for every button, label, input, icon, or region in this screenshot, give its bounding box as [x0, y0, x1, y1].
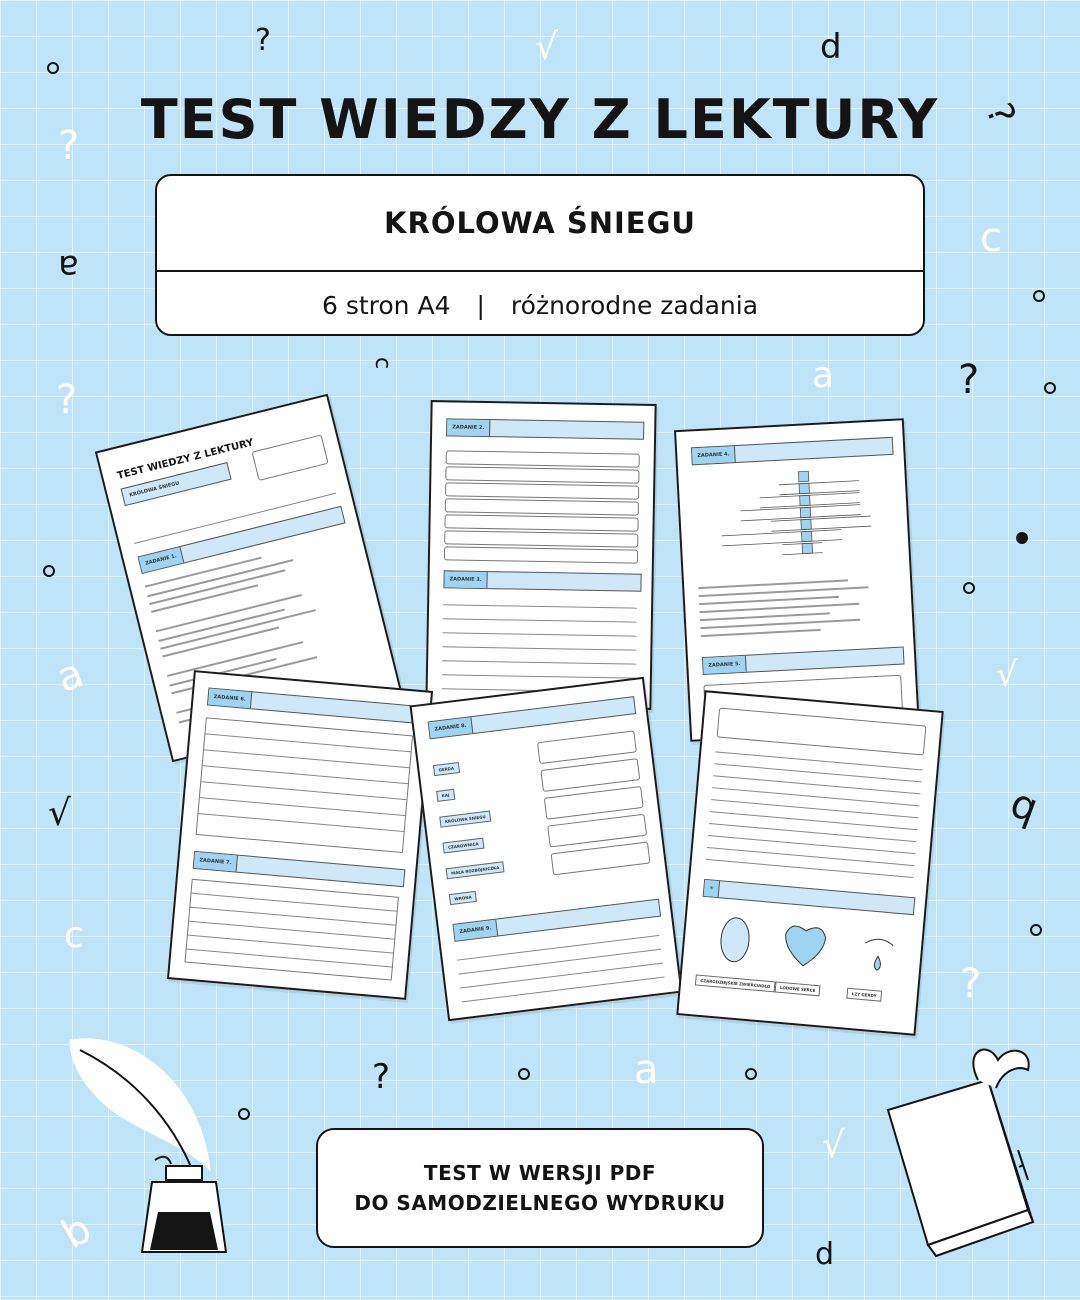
letter-a-icon: a — [58, 247, 79, 287]
question-mark-icon: ? — [977, 97, 1023, 130]
separator: | — [476, 290, 485, 320]
question-mark-icon: ? — [255, 23, 271, 58]
illustrations — [703, 907, 907, 984]
pages-info: 6 stron A4 — [321, 290, 451, 320]
book-details — [157, 272, 923, 336]
worksheet-title: TEST WIEDZY Z LEKTURY — [116, 437, 255, 482]
letter-a-icon: a — [634, 1047, 659, 1093]
circle-icon — [963, 582, 975, 594]
circle-icon — [47, 62, 59, 74]
question-mark-icon: ? — [960, 961, 982, 1007]
letter-a-icon: a — [50, 650, 90, 702]
circle-icon — [43, 565, 55, 577]
question-mark-icon: ? — [58, 123, 80, 169]
circle-icon — [745, 1068, 757, 1080]
book-title: KRÓLOWA ŚNIEGU — [157, 176, 923, 272]
page-title: TEST WIEDZY Z LEKTURY — [140, 88, 940, 151]
letter-c-icon: c — [64, 915, 84, 956]
book-info-card — [155, 174, 925, 336]
crossword-grid — [708, 465, 893, 570]
question-mark-icon: ? — [958, 357, 980, 403]
cta-line-1: TEST W WERSJI PDF — [423, 1161, 657, 1185]
checkmark-icon: √ — [535, 27, 558, 68]
worksheet-subtitle: KRÓLOWA ŚNIEGU — [121, 462, 232, 506]
letter-c-icon: c — [370, 356, 396, 370]
tasks-info: różnorodne zadania — [510, 290, 759, 320]
letter-d-icon: d — [815, 1237, 835, 1272]
circle-icon — [1033, 290, 1045, 302]
inkwell-icon — [130, 1160, 240, 1270]
worksheet-page-5: ZADANIE 8. GERDA KAJ KRÓLOWA ŚNIEGU CZAROWNICA MAŁA ROZBÓJNICZKA WRONA ZADANIE 9. — [410, 677, 683, 1021]
question-mark-icon: ? — [56, 377, 78, 423]
letter-a-icon: a — [812, 355, 835, 396]
cta-line-2: DO SAMODZIELNEGO WYDRUKU — [354, 1191, 726, 1215]
dot-icon — [1016, 532, 1028, 544]
circle-icon — [1030, 924, 1042, 936]
letter-b-icon: b — [54, 1205, 100, 1259]
worksheet-page-4: ZADANIE 6. ZADANIE 7. — [167, 670, 433, 1000]
letter-b-icon: b — [1002, 784, 1043, 836]
worksheet-page-6: ✳ CZARODZIEJSKIE ZWIERCIADŁO LODOWE SERCE ŁZY GERDY — [676, 690, 943, 1036]
letter-d-icon: d — [820, 27, 842, 67]
checkmark-icon: √ — [822, 1125, 845, 1166]
question-mark-icon: ? — [372, 1057, 391, 1097]
worksheet-page-2: ZADANIE 2. ZADANIE 3. — [425, 400, 656, 710]
checkmark-icon: √ — [48, 793, 71, 834]
circle-icon — [518, 1068, 530, 1080]
checkmark-icon: √ — [996, 655, 1018, 695]
open-book-icon — [868, 1040, 1048, 1270]
worksheet-page-3: ZADANIE 4. ZADANIE 5. — [674, 418, 920, 742]
letter-c-icon: c — [980, 215, 1002, 261]
circle-icon — [1044, 382, 1056, 394]
worksheet-page-1: TEST WIEDZY Z LEKTURY KRÓLOWA ŚNIEGU ZADANIE 1. — [95, 394, 405, 763]
pdf-info-box — [316, 1128, 764, 1248]
